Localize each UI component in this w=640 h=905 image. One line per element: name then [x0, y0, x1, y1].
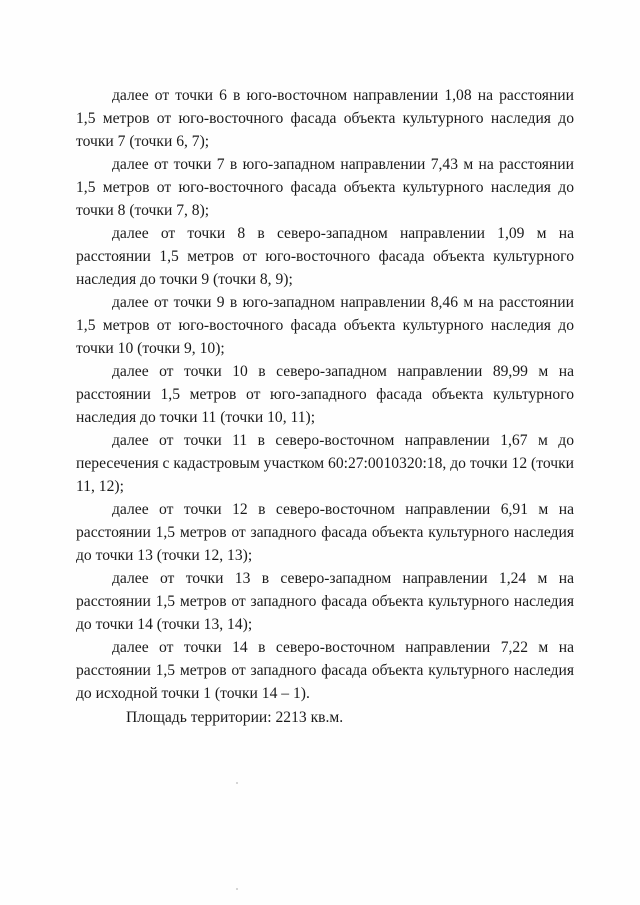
- paragraph-segment-8-9: далее от точки 8 в северо-западном направлении 1,09 м на расстоянии 1,5 метров от юго-восточного фасада объекта культурного наследия до точки 9 (точки 8, 9);: [76, 225, 574, 288]
- paragraph-segment-6-7: далее от точки 6 в юго-восточном направлении 1,08 на расстоянии 1,5 метров от юго-восточного фасада объекта культурного наследия до точки 7 (точки 6, 7);: [76, 87, 574, 150]
- territory-area: Площадь территории: 2213 кв.м.: [126, 709, 344, 726]
- scan-speck: [236, 888, 238, 890]
- document-body: [76, 84, 574, 729]
- paragraph-segment-13-14: далее от точки 13 в северо-западном направлении 1,24 м на расстоянии 1,5 метров от западного фасада объекта культурного наследия до точки 14 (точки 13, 14);: [76, 570, 574, 633]
- paragraph-segment-9-10: далее от точки 9 в юго-западном направлении 8,46 м на расстоянии 1,5 метров от юго-восточного фасада объекта культурного наследия до точки 10 (точки 9, 10);: [76, 294, 574, 357]
- paragraph-segment-14-1: далее от точки 14 в северо-восточном направлении 7,22 м на расстоянии 1,5 метров от западного фасада объекта культурного наследия до исходной точки 1 (точки 14 – 1).: [76, 639, 574, 702]
- paragraph-segment-11-12: далее от точки 11 в северо-восточном направлении 1,67 м до пересечения с кадастровым участком 60:27:0010320:18, до точки 12 (точки 11, 12);: [76, 432, 574, 495]
- scan-speck: [236, 782, 238, 784]
- paragraph-segment-10-11: далее от точки 10 в северо-западном направлении 89,99 м на расстоянии 1,5 метров от юго-западного фасада объекта культурного наследия до точки 11 (точки 10, 11);: [76, 363, 574, 426]
- paragraph-segment-12-13: далее от точки 12 в северо-восточном направлении 6,91 м на расстоянии 1,5 метров от западного фасада объекта культурного наследия до точки 13 (точки 12, 13);: [76, 501, 574, 564]
- paragraph-segment-7-8: далее от точки 7 в юго-западном направлении 7,43 м на расстоянии 1,5 метров от юго-восточного фасада объекта культурного наследия до точки 8 (точки 7, 8);: [76, 156, 574, 219]
